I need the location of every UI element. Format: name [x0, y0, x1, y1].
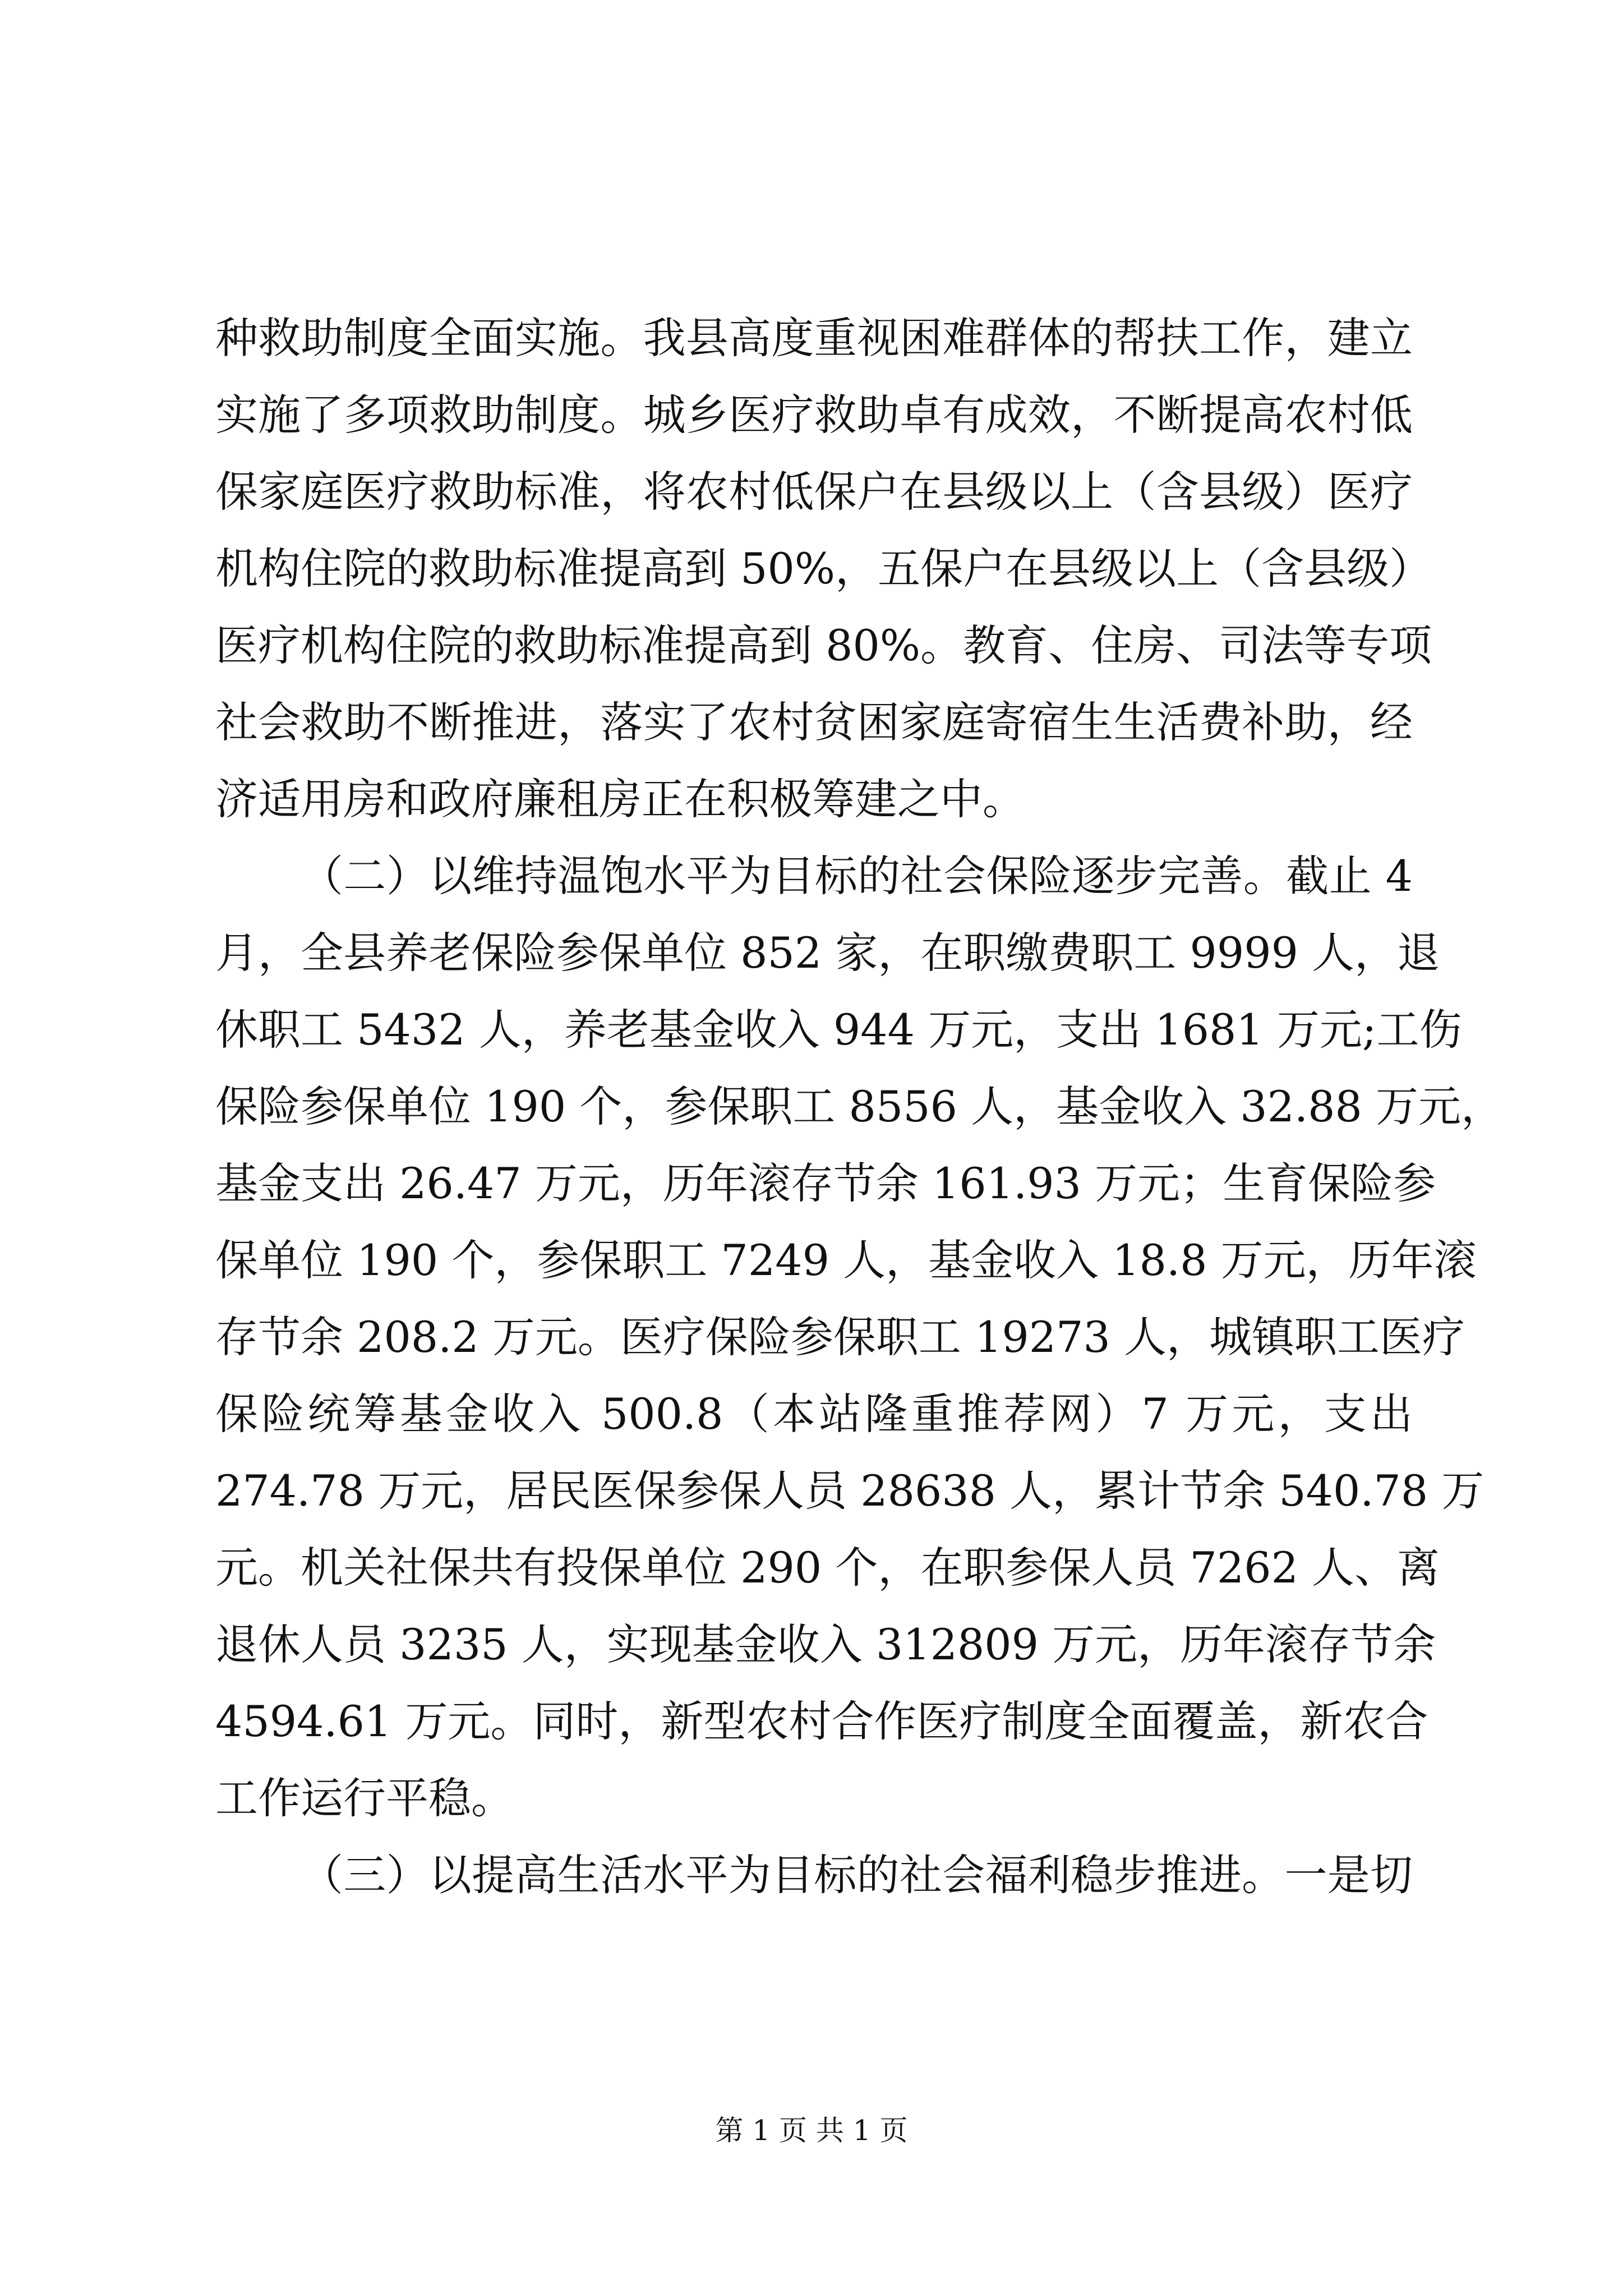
- text-line: 工作运行平稳。: [215, 1773, 514, 1823]
- text-line: 4594.61 万元。同时，新型农村合作医疗制度全面覆盖，新农合: [215, 1696, 1428, 1746]
- text-line: 机构住院的救助标准提高到 50%，五保户在县级以上（含县级）: [215, 544, 1432, 593]
- text-line: 保家庭医疗救助标准，将农村低保户在县级以上（含县级）医疗: [215, 467, 1413, 517]
- text-line: 医疗机构住院的救助标准提高到 80%。教育、住房、司法等专项: [215, 620, 1432, 670]
- text-line: 保险参保单位 190 个，参保职工 8556 人，基金收入 32.88 万元，: [215, 1082, 1504, 1131]
- text-line: 休职工 5432 人，养老基金收入 944 万元，支出 1681 万元;工伤: [215, 1005, 1462, 1055]
- body-text: [215, 300, 1504, 1913]
- text-line: 种救助制度全面实施。我县高度重视困难群体的帮扶工作，建立: [215, 313, 1413, 363]
- text-line: 274.78 万元，居民医保参保人员 28638 人，累计节余 540.78 万: [215, 1466, 1484, 1516]
- section-heading-line: （三）以提高生活水平为目标的社会福利稳步推进。一是切: [301, 1850, 1413, 1900]
- text-line: 实施了多项救助制度。城乡医疗救助卓有成效，不断提高农村低: [215, 390, 1413, 440]
- text-line: 元。机关社保共有投保单位 290 个，在职参保人员 7262 人、离: [215, 1543, 1440, 1593]
- text-line: 基金支出 26.47 万元，历年滚存节余 161.93 万元；生育保险参: [215, 1158, 1436, 1208]
- section-heading-line: （二）以维持温饱水平为目标的社会保险逐步完善。截止 4: [301, 851, 1413, 901]
- text-line: 退休人员 3235 人，实现基金收入 312809 万元，历年滚存节余: [215, 1619, 1436, 1669]
- text-line: 月，全县养老保险参保单位 852 家，在职缴费职工 9999 人，退: [215, 928, 1440, 978]
- text-line: 存节余 208.2 万元。医疗保险参保职工 19273 人，城镇职工医疗: [215, 1312, 1465, 1362]
- text-line: 济适用房和政府廉租房正在积极筹建之中。: [215, 774, 1025, 824]
- text-line: 社会救助不断推进，落实了农村贫困家庭寄宿生生活费补助，经: [215, 697, 1413, 747]
- text-line: 保险统筹基金收入 500.8（本站隆重推荐网）7 万元，支出: [215, 1389, 1413, 1439]
- page-footer: 第 1 页 共 1 页: [715, 2114, 908, 2147]
- text-line: 保单位 190 个，参保职工 7249 人，基金收入 18.8 万元，历年滚: [215, 1235, 1477, 1285]
